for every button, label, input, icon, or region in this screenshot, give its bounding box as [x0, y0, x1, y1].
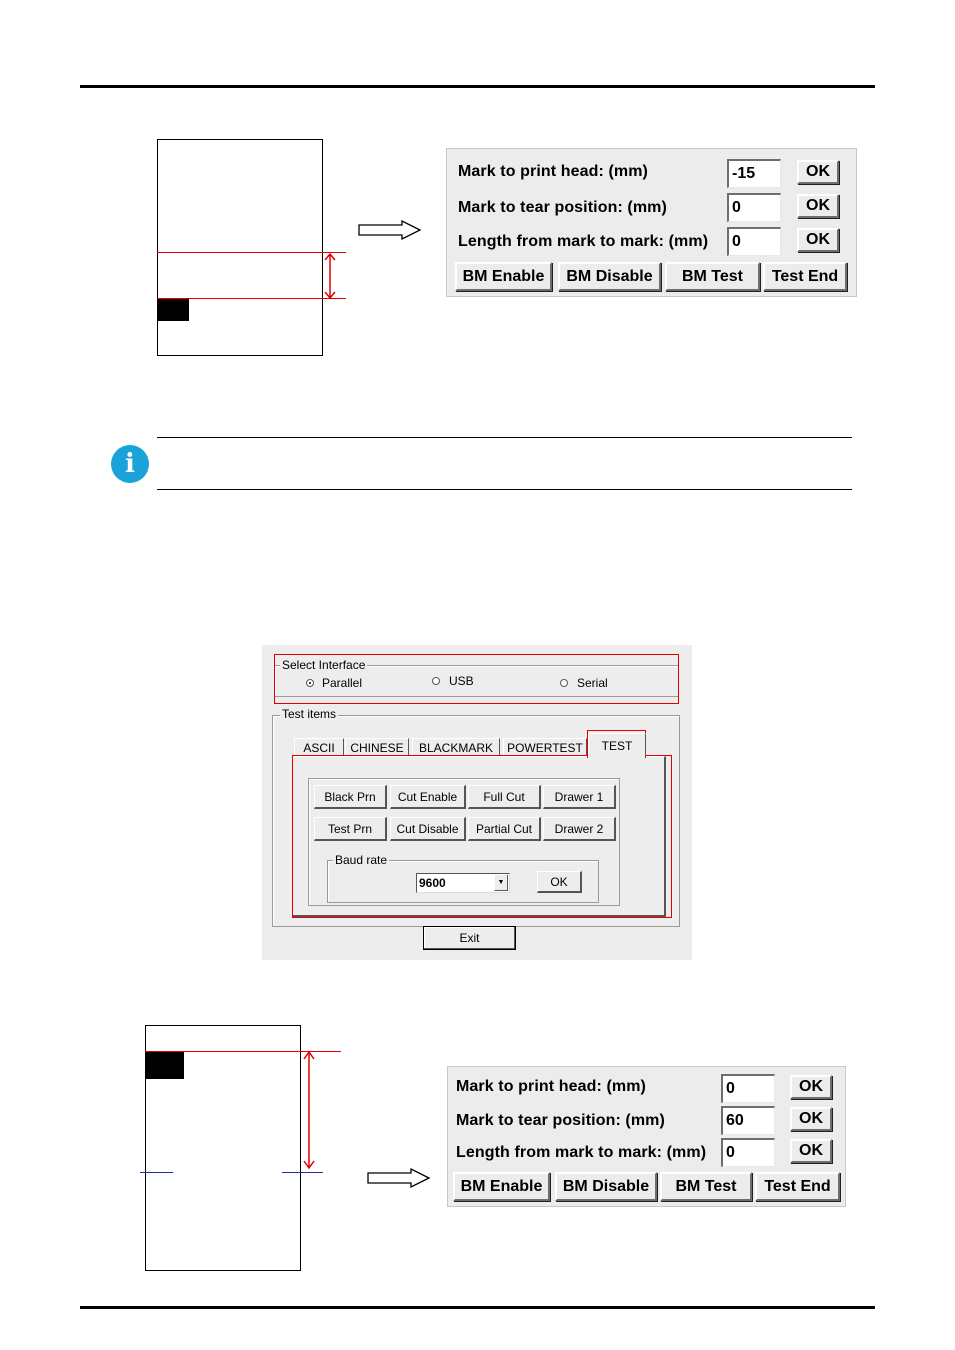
- drawer-1-button[interactable]: Drawer 1: [543, 785, 616, 809]
- test-end-button[interactable]: Test End: [755, 1172, 840, 1201]
- note-rule-bottom: [157, 489, 852, 490]
- partial-cut-button[interactable]: Partial Cut: [468, 817, 541, 841]
- info-glyph: i: [125, 449, 135, 479]
- bm-settings-panel-top: [446, 148, 857, 297]
- mark-to-tear-position-input[interactable]: [727, 193, 781, 222]
- distance-arrow-top: [322, 252, 338, 300]
- drawer-2-button[interactable]: Drawer 2: [543, 817, 616, 841]
- bm-disable-button[interactable]: BM Disable: [558, 262, 661, 291]
- bm-test-button[interactable]: BM Test: [665, 262, 760, 291]
- chevron-down-icon[interactable]: ▼: [494, 875, 508, 891]
- black-mark: [146, 1052, 184, 1079]
- select-interface-legend: Select Interface: [282, 658, 366, 672]
- tab-blackmark[interactable]: BLACKMARK: [412, 738, 500, 756]
- paper-diagram-bottom: [145, 1025, 301, 1271]
- mark-edge-line: [157, 298, 346, 299]
- parallel-label[interactable]: Parallel: [322, 676, 363, 690]
- test-items-legend: Test items: [282, 707, 337, 721]
- black-prn-button[interactable]: Black Prn: [314, 785, 387, 809]
- printer-test-dialog: [262, 645, 692, 960]
- mark-to-print-head-input[interactable]: [727, 159, 781, 188]
- header-rule: [80, 85, 875, 88]
- length-mark-to-mark-ok-button[interactable]: OK: [797, 228, 839, 252]
- test-end-button[interactable]: Test End: [763, 262, 847, 291]
- note-rule-top: [157, 437, 852, 438]
- paper-diagram-top: [157, 139, 323, 356]
- black-mark: [158, 299, 189, 321]
- info-icon: [111, 445, 149, 483]
- usb-label[interactable]: USB: [449, 674, 474, 688]
- bm-disable-button[interactable]: BM Disable: [555, 1172, 657, 1201]
- mark-to-tear-position-input[interactable]: [721, 1106, 775, 1135]
- mark-to-print-head-ok-button[interactable]: OK: [790, 1075, 832, 1099]
- select-interface-highlight: [274, 654, 679, 704]
- tab-ascii[interactable]: ASCII: [294, 738, 344, 756]
- length-mark-to-mark-input[interactable]: [727, 227, 781, 256]
- mark-to-tear-position-label: Mark to tear position: (mm): [456, 1112, 665, 1129]
- mark-to-tear-position-label: Mark to tear position: (mm): [458, 199, 667, 216]
- tear-position-guide-right: [282, 1172, 323, 1173]
- tab-test[interactable]: TEST: [588, 733, 646, 757]
- length-mark-to-mark-label: Length from mark to mark: (mm): [458, 233, 709, 250]
- bm-test-button[interactable]: BM Test: [660, 1172, 752, 1201]
- mark-to-tear-position-ok-button[interactable]: OK: [797, 194, 839, 218]
- right-arrow-icon: [358, 220, 422, 240]
- mark-to-tear-position-ok-button[interactable]: OK: [790, 1107, 832, 1131]
- tab-powertest[interactable]: POWERTEST: [503, 738, 587, 756]
- baud-rate-legend: Baud rate: [335, 853, 388, 867]
- length-mark-to-mark-input[interactable]: [721, 1138, 775, 1167]
- mark-to-print-head-ok-button[interactable]: OK: [797, 160, 839, 184]
- full-cut-button[interactable]: Full Cut: [468, 785, 541, 809]
- baud-rate-value: 9600: [419, 876, 446, 890]
- mark-to-print-head-input[interactable]: [721, 1074, 775, 1103]
- baud-rate-select[interactable]: [416, 873, 510, 893]
- distance-arrow-bottom: [301, 1050, 317, 1170]
- test-prn-button[interactable]: Test Prn: [314, 817, 387, 841]
- baud-rate-ok-button[interactable]: OK: [537, 871, 582, 893]
- mark-to-print-head-label: Mark to print head: (mm): [458, 163, 648, 180]
- length-mark-to-mark-label: Length from mark to mark: (mm): [456, 1144, 707, 1161]
- tab-chinese[interactable]: CHINESE: [345, 738, 409, 756]
- tear-position-guide-left: [140, 1172, 173, 1173]
- exit-button[interactable]: Exit: [423, 926, 516, 950]
- bm-settings-panel-bottom: [447, 1066, 846, 1207]
- bm-enable-button[interactable]: BM Enable: [453, 1172, 550, 1201]
- bm-enable-button[interactable]: BM Enable: [455, 262, 552, 291]
- length-mark-to-mark-ok-button[interactable]: OK: [790, 1139, 832, 1163]
- cut-enable-button[interactable]: Cut Enable: [390, 785, 466, 809]
- mark-to-print-head-label: Mark to print head: (mm): [456, 1078, 646, 1095]
- footer-rule: [80, 1306, 875, 1309]
- cut-disable-button[interactable]: Cut Disable: [390, 817, 466, 841]
- print-head-line: [157, 252, 346, 253]
- serial-label[interactable]: Serial: [577, 676, 608, 690]
- right-arrow-icon: [367, 1168, 431, 1188]
